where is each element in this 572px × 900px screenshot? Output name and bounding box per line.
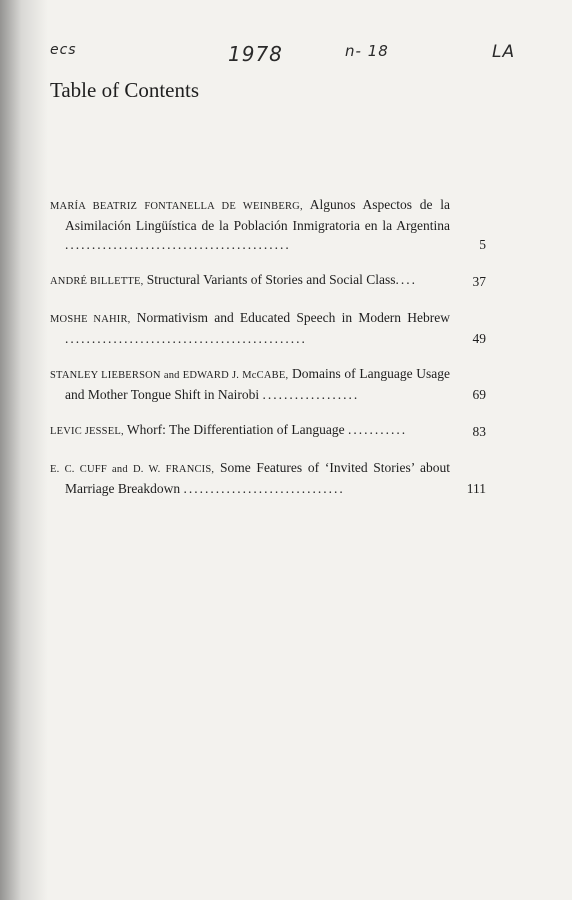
page-gutter-shadow xyxy=(0,0,48,900)
toc-page-number: 83 xyxy=(472,424,486,439)
toc-leader-dots: .... xyxy=(395,272,417,287)
toc-entry xyxy=(50,364,486,404)
toc-author: E. C. CUFF and D. W. FRANCIS, xyxy=(50,464,215,475)
toc-leader-dots: ............................................. xyxy=(65,331,307,346)
toc-page-number: 111 xyxy=(466,481,486,496)
toc-article-title: Structural Variants of Stories and Social Class xyxy=(146,272,396,287)
toc-list xyxy=(50,195,486,498)
toc-entry-text xyxy=(50,308,450,348)
toc-leader-dots: .............................. xyxy=(183,481,345,496)
toc-article-title: Whorf: The Differentiation of Language xyxy=(126,422,345,437)
toc-author: ANDRÉ BILLETTE, xyxy=(50,276,144,287)
page-title: Table of Contents xyxy=(50,78,199,102)
handwritten-annotation: ecs xyxy=(50,42,77,58)
toc-author: MARÍA BEATRIZ FONTANELLA DE WEINBERG, xyxy=(50,201,303,212)
toc-page-number: 49 xyxy=(472,331,486,346)
toc-leader-dots: .................. xyxy=(262,387,360,402)
toc-entry xyxy=(50,270,486,291)
toc-entry xyxy=(50,308,486,348)
toc-article-title: Domains of Language Usage and Mother Tongue Shift in Nairobi xyxy=(65,366,451,402)
toc-entry-text xyxy=(50,270,450,291)
toc-entry-text xyxy=(50,420,450,441)
toc-entry-text xyxy=(50,458,450,498)
toc-entry xyxy=(50,458,486,498)
toc-page-number: 5 xyxy=(479,237,486,252)
toc-page-number: 69 xyxy=(472,387,486,402)
handwritten-annotation: 1978 xyxy=(228,42,283,66)
toc-article-title: Some Features of ‘Invited Stories’ about Marriage Breakdown xyxy=(65,460,450,496)
toc-entry-text xyxy=(50,364,450,404)
toc-article-title: Normativism and Educated Speech in Modern Hebrew xyxy=(136,310,451,325)
toc-author: STANLEY LIEBERSON and EDWARD J. McCABE, xyxy=(50,370,289,381)
toc-page-number: 37 xyxy=(472,274,486,289)
toc-author: MOSHE NAHIR, xyxy=(50,314,131,325)
toc-author: LEVIC JESSEL, xyxy=(50,426,124,437)
toc-entry xyxy=(50,195,486,254)
toc-entry-text xyxy=(50,195,450,254)
handwritten-annotation: LA xyxy=(492,42,516,62)
toc-entry xyxy=(50,420,486,441)
toc-leader-dots: .......................................... xyxy=(65,237,291,252)
handwritten-annotation: n- 18 xyxy=(345,42,389,60)
toc-leader-dots: ........... xyxy=(347,422,408,437)
toc-article-title: Algunos Aspectos de la Asimilación Lingüística de la Población Inmigratoria en la Argentina xyxy=(65,197,450,233)
